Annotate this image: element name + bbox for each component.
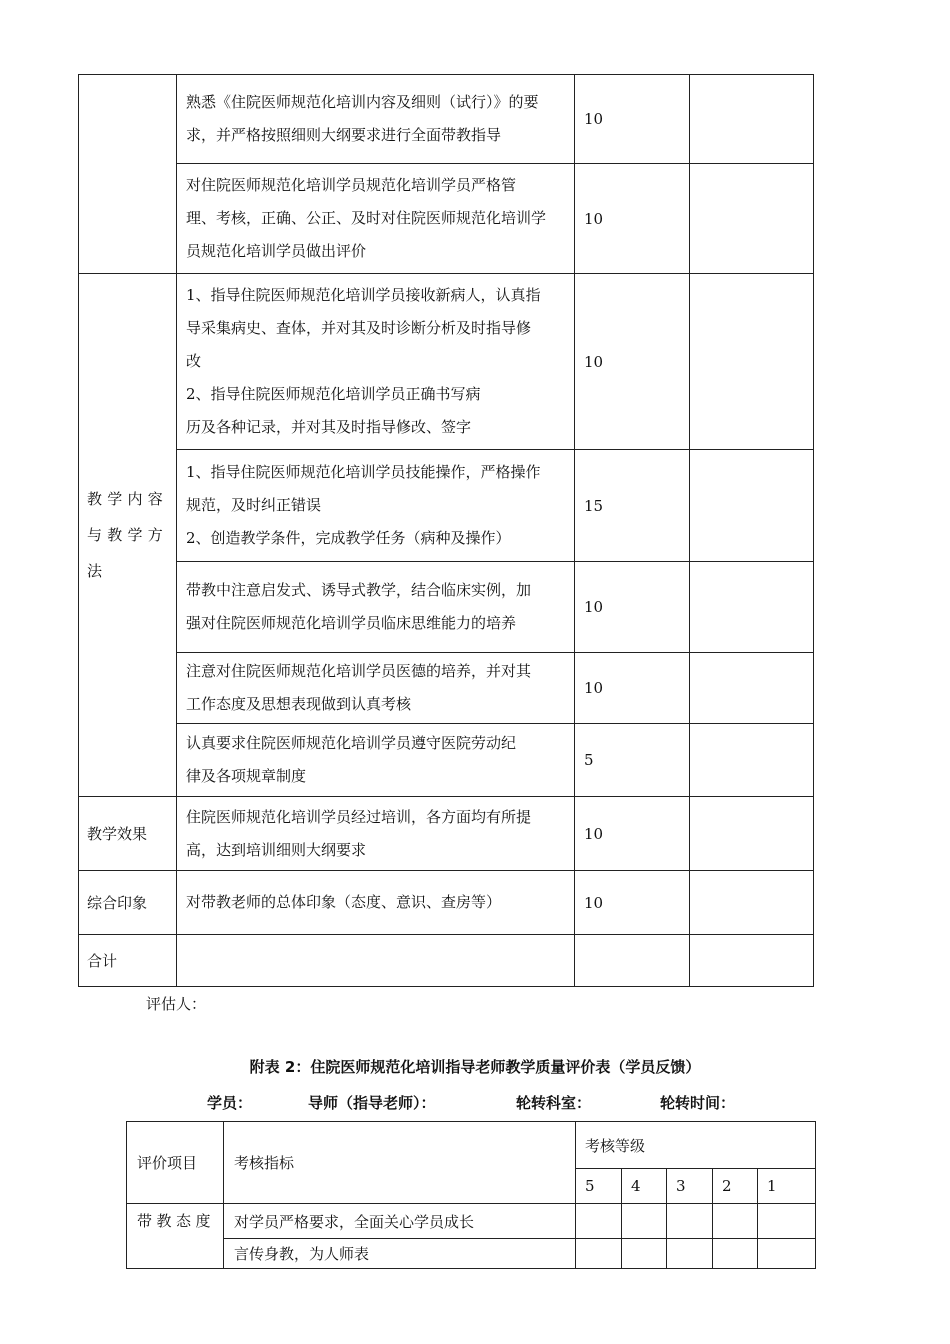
appendix-title: 附表 2：住院医师规范化培训指导老师教学质量评价表（学员反馈） <box>249 1058 701 1076</box>
total-label: 合计 <box>79 935 177 987</box>
category-teaching-content-method: 教学内容 与教学方 法 <box>79 274 177 797</box>
result-cell <box>690 75 814 164</box>
indicator-cell: 熟悉《住院医师规范化培训内容及细则（试行）》的要 求，并严格按照细则大纲要求进行全面带教指导 <box>177 75 575 164</box>
indicator-cell: 带教中注意启发式、诱导式教学，结合临床实例，加 强对住院医师规范化培训学员临床思维能力的培养 <box>177 562 575 653</box>
evaluator-label: 评估人： <box>146 995 207 1013</box>
table-row <box>127 1239 816 1269</box>
indicator-cell: 认真要求住院医师规范化培训学员遵守医院劳动纪 律及各项规章制度 <box>177 724 575 797</box>
header-indicator: 考核指标 <box>224 1122 576 1204</box>
header-grade: 考核等级 <box>576 1122 816 1169</box>
score-cell: 10 <box>575 797 690 871</box>
indicator-cell: 对带教老师的总体印象（态度、意识、查房等） <box>177 871 575 935</box>
grade-cell[interactable] <box>713 1239 758 1269</box>
score-cell: 10 <box>575 653 690 724</box>
result-cell <box>690 797 814 871</box>
score-cell: 10 <box>575 75 690 164</box>
grade-level: 5 <box>576 1169 622 1204</box>
category-cell <box>79 75 177 274</box>
department-label: 轮转科室： <box>516 1094 592 1112</box>
score-cell: 5 <box>575 724 690 797</box>
grade-cell[interactable] <box>667 1239 713 1269</box>
indicator-cell <box>177 935 575 987</box>
grade-cell[interactable] <box>667 1204 713 1239</box>
score-cell: 10 <box>575 274 690 450</box>
category-cell: 带教态度 <box>127 1204 224 1269</box>
category-cell: 综合印象 <box>79 871 177 935</box>
student-label: 学员： <box>207 1094 253 1112</box>
mentor-label: 导师（指导老师）： <box>308 1094 436 1112</box>
grade-cell[interactable] <box>622 1239 667 1269</box>
grade-level: 3 <box>667 1169 713 1204</box>
indicator-cell: 住院医师规范化培训学员经过培训，各方面均有所提 高，达到培训细则大纲要求 <box>177 797 575 871</box>
grade-cell[interactable] <box>758 1239 816 1269</box>
table-row <box>79 562 814 653</box>
indicator-cell: 言传身教，为人师表 <box>224 1239 576 1269</box>
grade-cell[interactable] <box>758 1204 816 1239</box>
table-row <box>79 724 814 797</box>
score-cell: 10 <box>575 562 690 653</box>
result-cell <box>690 164 814 274</box>
grade-level: 2 <box>713 1169 758 1204</box>
header-row <box>127 1122 816 1169</box>
table-row <box>79 871 814 935</box>
grade-cell[interactable] <box>576 1239 622 1269</box>
table-row <box>79 797 814 871</box>
result-cell <box>690 653 814 724</box>
rotation-time-label: 轮转时间： <box>660 1094 736 1112</box>
result-cell <box>690 935 814 987</box>
score-cell <box>575 935 690 987</box>
total-row <box>79 935 814 987</box>
grade-cell[interactable] <box>622 1204 667 1239</box>
result-cell <box>690 450 814 562</box>
result-cell <box>690 724 814 797</box>
result-cell <box>690 871 814 935</box>
score-cell: 10 <box>575 871 690 935</box>
score-cell: 10 <box>575 164 690 274</box>
grade-cell[interactable] <box>576 1204 622 1239</box>
result-cell <box>690 274 814 450</box>
table-row <box>79 274 814 450</box>
indicator-cell: 1、指导住院医师规范化培训学员接收新病人，认真指 导采集病史、查体，并对其及时诊断分析及时指导修 改 2、指导住院医师规范化培训学员正确书写病 历及各种记录，并对其及时指导修改、签字 <box>177 274 575 450</box>
indicator-cell: 对学员严格要求，全面关心学员成长 <box>224 1204 576 1239</box>
score-cell: 15 <box>575 450 690 562</box>
header-item: 评价项目 <box>127 1122 224 1204</box>
result-cell <box>690 562 814 653</box>
grade-level: 4 <box>622 1169 667 1204</box>
table-row <box>79 164 814 274</box>
grade-level: 1 <box>758 1169 816 1204</box>
table-row <box>79 653 814 724</box>
indicator-cell: 对住院医师规范化培训学员规范化培训学员严格管 理、考核，正确、公正、及时对住院医师规范化培训学 员规范化培训学员做出评价 <box>177 164 575 274</box>
evaluation-table <box>78 74 814 987</box>
category-cell: 教学效果 <box>79 797 177 871</box>
grade-cell[interactable] <box>713 1204 758 1239</box>
indicator-cell: 1、指导住院医师规范化培训学员技能操作，严格操作 规范，及时纠正错误 2、创造教学条件，完成教学任务（病种及操作） <box>177 450 575 562</box>
feedback-table <box>126 1121 816 1269</box>
indicator-cell: 注意对住院医师规范化培训学员医德的培养，并对其 工作态度及思想表现做到认真考核 <box>177 653 575 724</box>
table-row <box>127 1204 816 1239</box>
table-row <box>79 450 814 562</box>
table-row <box>79 75 814 164</box>
